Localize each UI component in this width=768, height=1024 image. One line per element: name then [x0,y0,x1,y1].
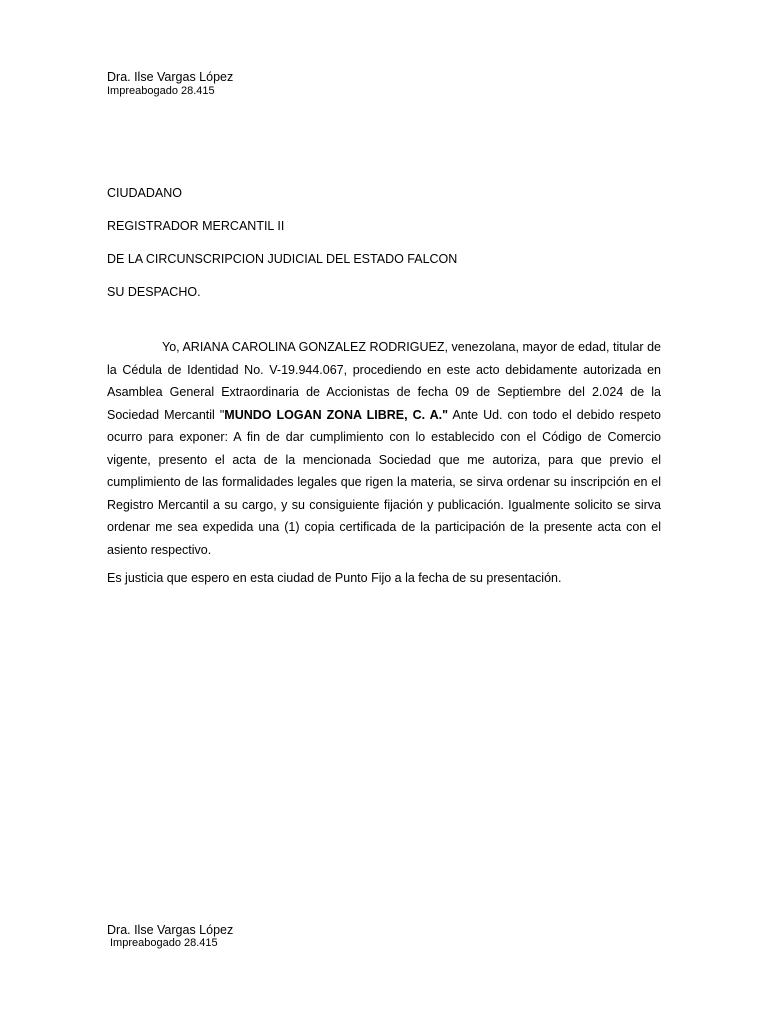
body-paragraph [107,336,661,561]
addressee-line-3: DE LA CIRCUNSCRIPCION JUDICIAL DEL ESTADO FALCON [107,252,458,266]
addressee-line-4: SU DESPACHO. [107,285,201,299]
header-lawyer-name: Dra. Ilse Vargas López [107,70,234,84]
addressee-line-2: REGISTRADOR MERCANTIL II [107,219,285,233]
body-text-part-2: Ante Ud. con todo el debido respeto ocurro para exponer: A fin de dar cumplimiento con lo establecido con el Código de Comercio vigente, presento el acta de la mencionada Sociedad que me autoriza, para que previo el cumplimiento de las formalidades legales que rigen la materia, se sirva ordenar su inscripción en el Registro Mercantil a su cargo, y su consiguiente fijación y publicación. Igualmente solicito se sirva ordenar me sea expedida una (1) copia certificada de la participación de la presente acta con el asiento respectivo. [107,407,661,557]
footer-registration: Impreabogado 28.415 [110,937,218,949]
closing-line: Es justicia que espero en esta ciudad de Punto Fijo a la fecha de su presentación. [107,571,562,585]
header-registration: Impreabogado 28.415 [107,85,215,97]
addressee-line-1: CIUDADANO [107,186,183,200]
footer-lawyer-name: Dra. Ilse Vargas López [107,923,234,937]
body-text-part-1: Yo, ARIANA CAROLINA GONZALEZ RODRIGUEZ, venezolana, mayor de edad, titular de la Cédula de Identidad No. V-19.944.067, procediendo en este acto debidamente autorizada en Asamblea General Extraordinaria de Accionistas de fecha 09 de Septiembre del 2.024 de la Sociedad Mercantil " [107,340,661,422]
company-name: MUNDO LOGAN ZONA LIBRE, C. A." [224,407,449,422]
